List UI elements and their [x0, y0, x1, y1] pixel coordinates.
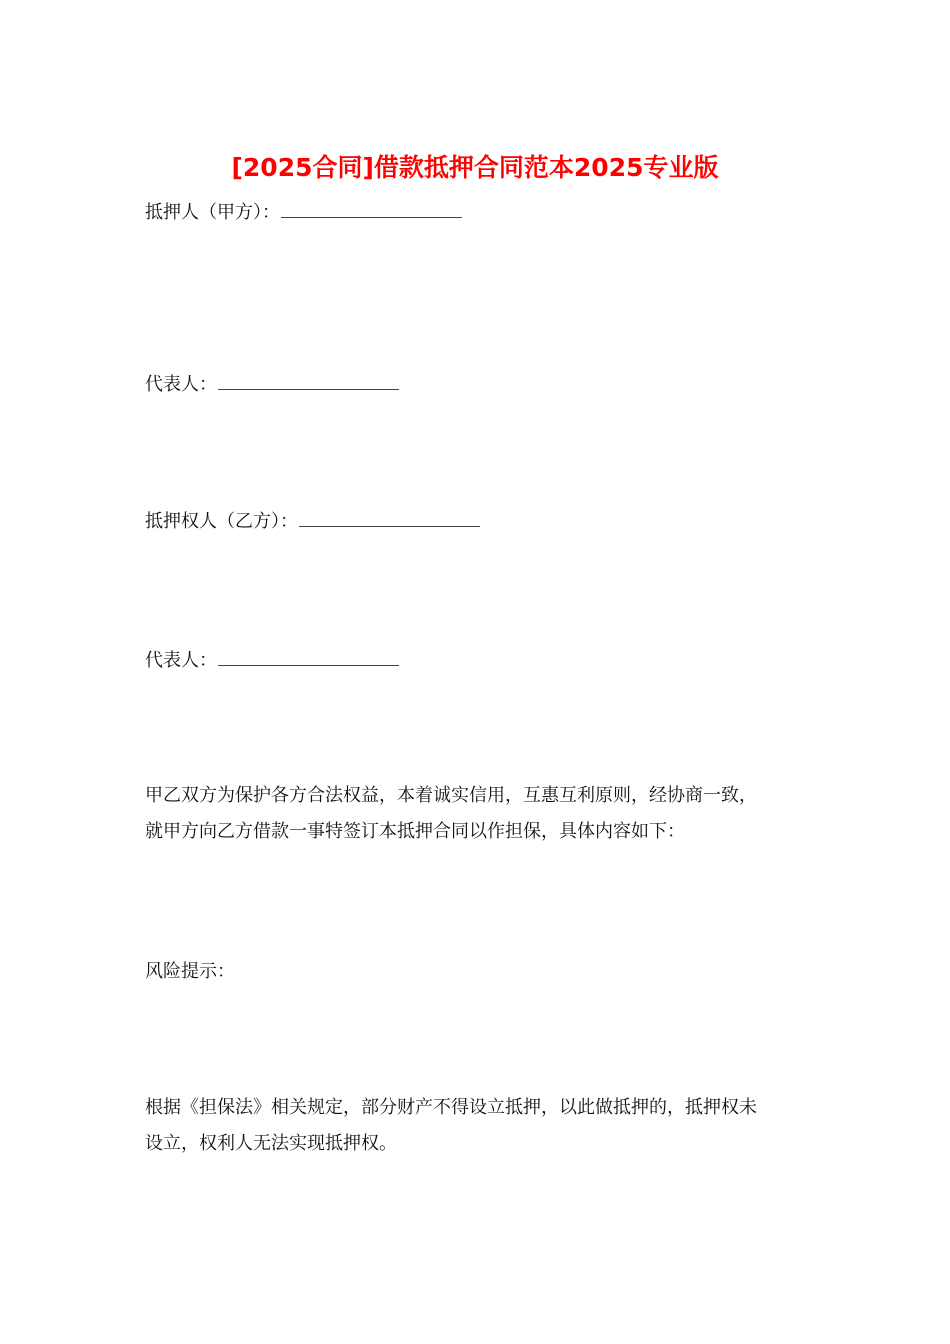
mortgagee-representative-label: 代表人： — [145, 650, 217, 671]
document-title: [2025合同]借款抵押合同范本2025专业版 — [231, 153, 719, 182]
intro-paragraph — [145, 778, 805, 850]
risk-line: 设立，权利人无法实现抵押权。 — [145, 1133, 397, 1154]
mortgagee-label: 抵押权人（乙方）： — [145, 511, 298, 532]
mortgagor-representative-field — [145, 372, 399, 397]
mortgagee-representative-field — [145, 648, 399, 673]
mortgagor-representative-blank[interactable] — [218, 372, 399, 390]
mortgagor-blank[interactable] — [281, 200, 462, 218]
mortgagee-blank[interactable] — [299, 509, 480, 527]
risk-paragraph — [145, 1090, 805, 1162]
mortgagee-representative-blank[interactable] — [218, 648, 399, 666]
risk-heading: 风险提示： — [145, 961, 235, 982]
mortgagor-label: 抵押人（甲方）： — [145, 202, 280, 223]
risk-line: 根据《担保法》相关规定，部分财产不得设立抵押，以此做抵押的，抵押权未 — [145, 1097, 757, 1118]
mortgagee-field — [145, 509, 480, 534]
intro-line: 就甲方向乙方借款一事特签订本抵押合同以作担保，具体内容如下： — [145, 821, 685, 842]
mortgagor-representative-label: 代表人： — [145, 374, 217, 395]
intro-line: 甲乙双方为保护各方合法权益，本着诚实信用，互惠互利原则，经协商一致， — [145, 785, 757, 806]
mortgagor-field — [145, 200, 462, 225]
